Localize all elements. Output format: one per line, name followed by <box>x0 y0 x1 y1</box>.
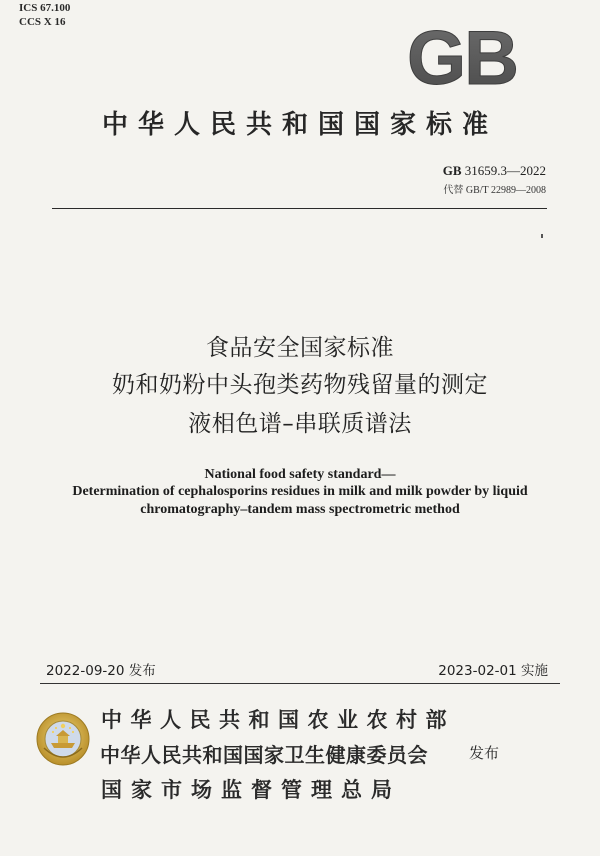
title-cn-line3: 液相色谱–串联质谱法 <box>188 411 412 437</box>
national-standard-title: 中华人民共和国国家标准 <box>101 110 498 140</box>
standard-prefix: GB <box>442 163 462 178</box>
issuer-market-regulation: 国家市场监督管理总局 <box>101 777 401 802</box>
standard-number <box>443 163 546 179</box>
top-divider <box>52 208 547 209</box>
bottom-divider <box>40 683 560 684</box>
title-en-line2: Determination of cephalosporins residues in milk and milk powder by liquid <box>72 484 528 499</box>
title-en-line3: chromatography–tandem mass spectrometric method <box>140 502 460 517</box>
publish-label: 发布 <box>469 744 500 762</box>
national-emblem-icon <box>36 712 90 766</box>
ics-code: ICS 67.100 <box>19 2 71 14</box>
issuer-health-commission: 中华人民共和国国家卫生健康委员会 <box>100 743 428 767</box>
gb-logo <box>400 24 524 88</box>
title-cn-line2: 奶和奶粉中头孢类药物残留量的测定 <box>112 372 488 398</box>
title-cn-line1: 食品安全国家标准 <box>206 335 394 361</box>
issue-date: 2022-09-20 发布 <box>46 663 156 679</box>
title-en-line1: National food safety standard— <box>204 467 396 482</box>
issuer-ministry-agriculture: 中华人民共和国农业农村部 <box>101 707 455 732</box>
ccs-code: CCS X 16 <box>19 16 66 28</box>
replaces-standard: 代替 GB/T 22989—2008 <box>443 185 546 196</box>
scan-speck <box>541 234 543 238</box>
standard-number-value: 31659.3—2022 <box>464 163 546 178</box>
implementation-date: 2023-02-01 实施 <box>438 663 548 679</box>
gb-logo-text: GB <box>407 24 517 88</box>
